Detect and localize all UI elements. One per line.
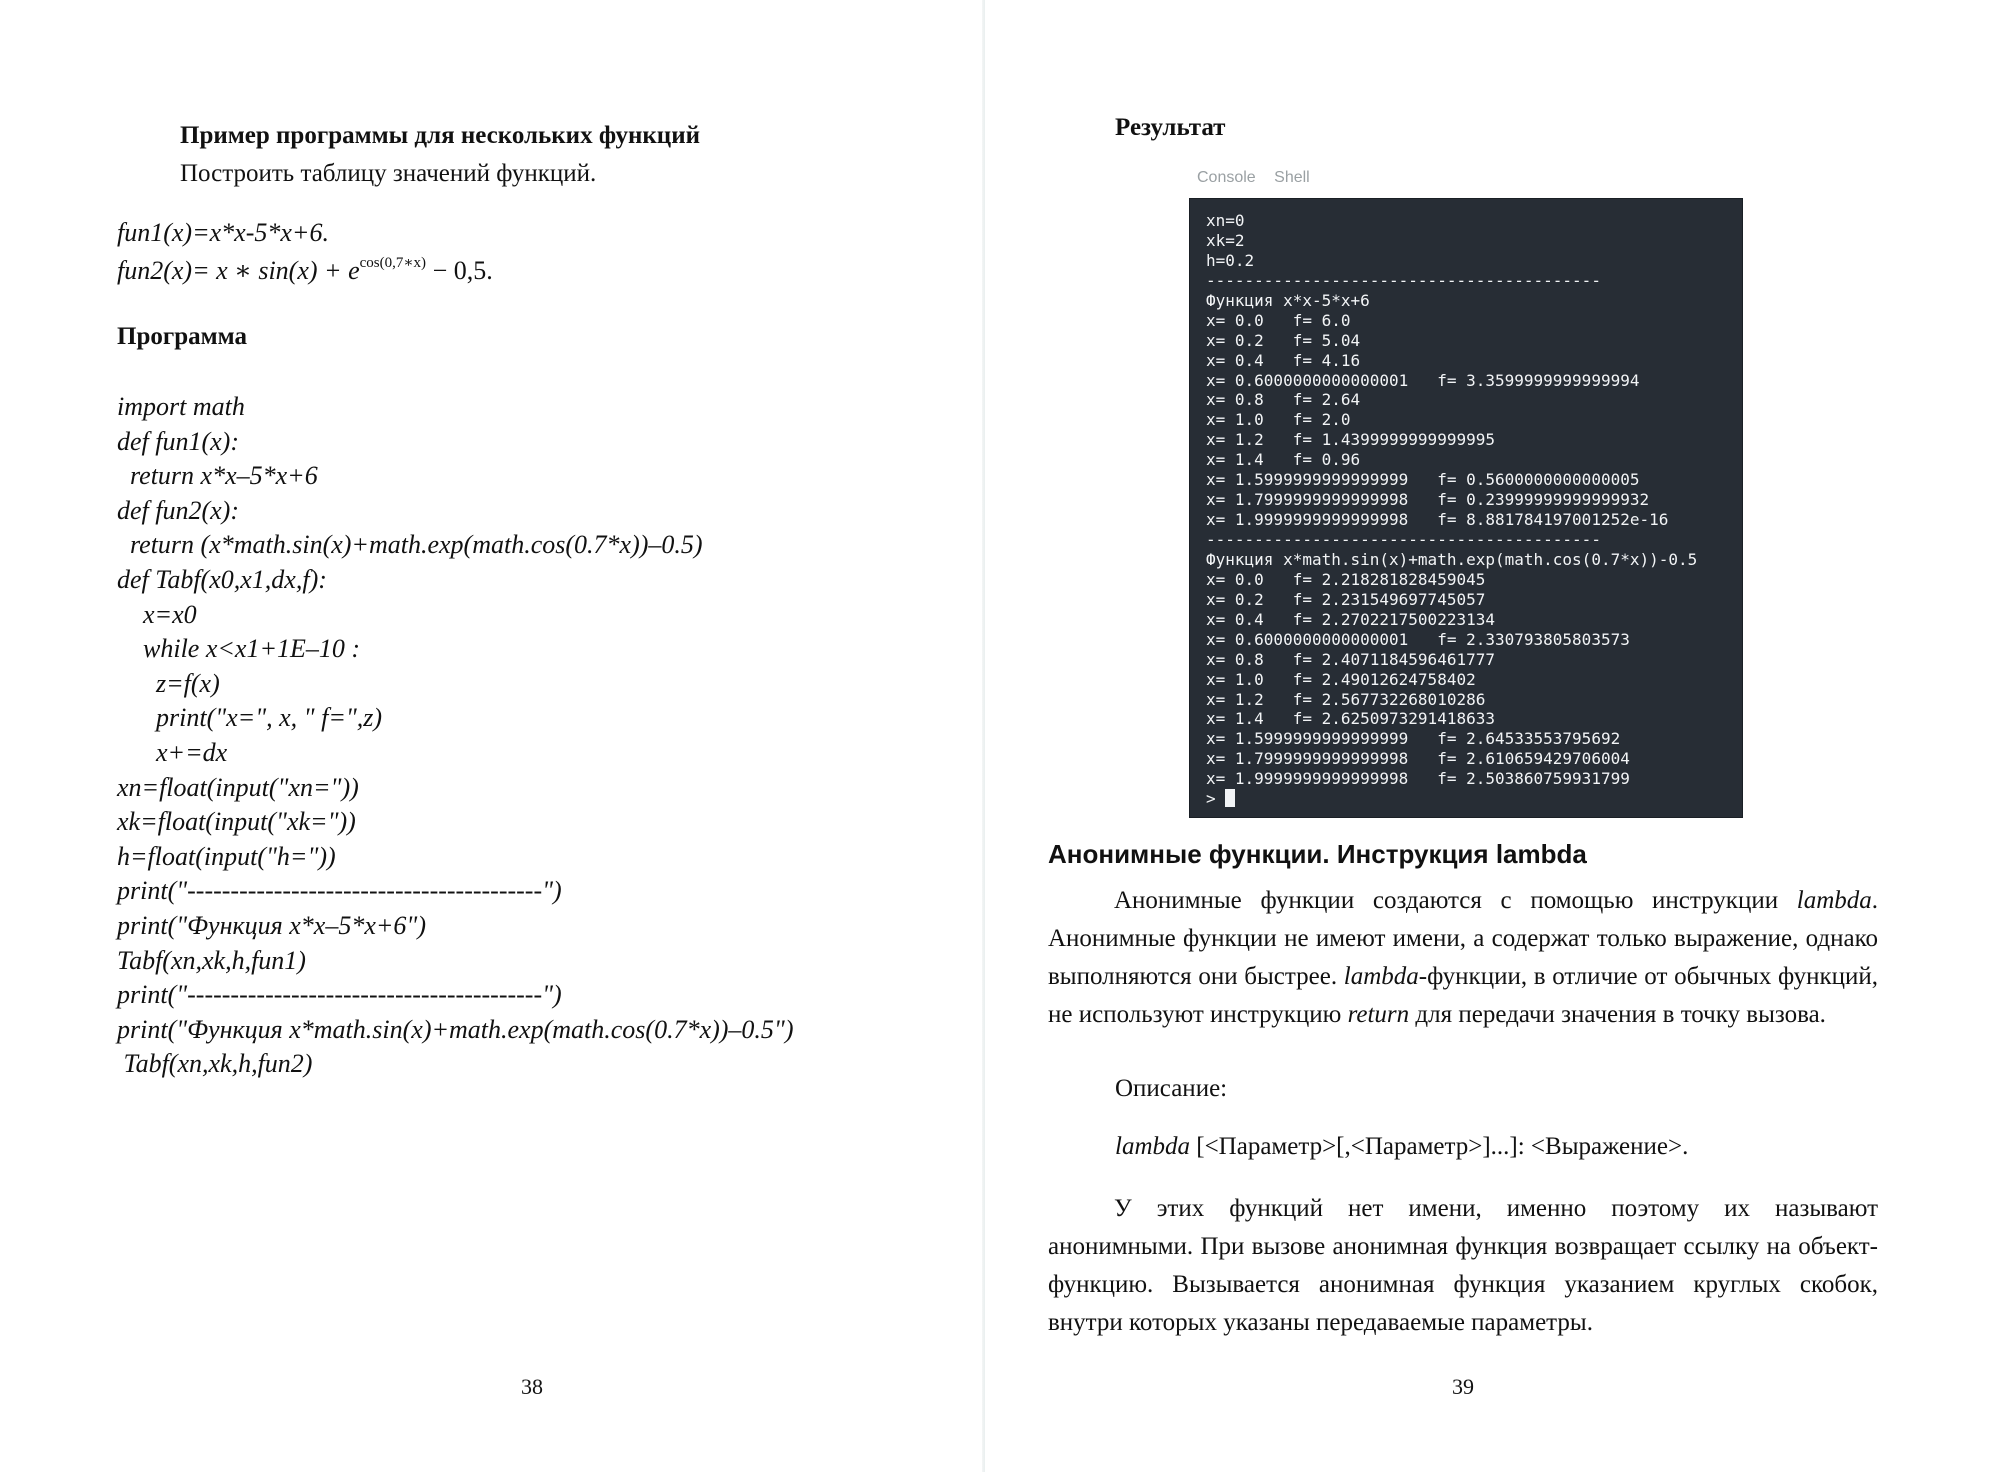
console-line: x= 1.5999999999999999 f= 0.5600000000000005 (1206, 470, 1640, 490)
code-line: def fun2(x): (117, 495, 240, 525)
code-line: def Tabf(x0,x1,dx,f): (117, 564, 327, 594)
code-line: return x*x–5*x+6 (117, 461, 318, 491)
lambda-syntax (1115, 1133, 1688, 1161)
code-line: def fun1(x): (117, 426, 240, 456)
para1-text-3: -функции, в отличие от обычных функций, не используют инструкцию (1048, 963, 1878, 1028)
code-line: print("Функция x*x–5*x+6") (117, 910, 426, 940)
console-tabs (1197, 169, 1324, 187)
console-line: x= 0.4 f= 2.2702217500223134 (1206, 609, 1495, 629)
console-cursor (1225, 789, 1235, 807)
code-line: Tabf(xn,xk,h,fun2) (117, 1049, 313, 1079)
tab-console[interactable]: Console (1197, 169, 1256, 186)
console-prompt-line[interactable] (1206, 789, 1697, 809)
result-heading: Результат (1115, 114, 1226, 141)
section-heading: Анонимные функции. Инструкция lambda (1048, 839, 1587, 869)
console-line: x= 1.5999999999999999 f= 2.64533553795692 (1206, 729, 1621, 749)
console-line: x= 1.2 f= 2.567732268010286 (1206, 689, 1486, 709)
console-line: x= 0.6000000000000001 f= 2.330793805803573 (1206, 629, 1630, 649)
syntax-keyword: lambda (1115, 1133, 1190, 1160)
console-line: x= 0.8 f= 2.64 (1206, 390, 1361, 410)
console-lines (1206, 211, 1697, 809)
description-label: Описание: (1115, 1075, 1228, 1102)
code-line: print("Функция x*math.sin(x)+math.exp(math.cos(0.7*x))–0.5") (117, 1014, 794, 1044)
console-line: Функция x*x-5*x+6 (1206, 290, 1370, 310)
formula-fun2-base: fun2(x)= x ∗ sin(x) + e (117, 256, 360, 285)
console-line: x= 0.8 f= 2.4071184596461777 (1206, 649, 1495, 669)
console-output (1189, 198, 1743, 818)
para1-text-4: для передачи значения в точку вызова. (1409, 1001, 1826, 1028)
console-line: x= 1.9999999999999998 f= 2.503860759931799 (1206, 769, 1630, 789)
example-heading: Пример программы для нескольких функций (180, 122, 701, 149)
console-line: x= 1.9999999999999998 f= 8.881784197001252e-16 (1206, 510, 1669, 530)
code-line: z=f(x) (117, 668, 220, 698)
page-number-left: 38 (521, 1374, 543, 1399)
anonymous-paragraph (1048, 1190, 1878, 1342)
code-line: h=float(input("h=")) (117, 841, 336, 871)
para1-italic-lambda: lambda (1796, 887, 1872, 914)
code-line: print("-----------------------------------------") (117, 876, 562, 906)
code-line: xn=float(input("xn=")) (117, 772, 359, 802)
console-line: x= 1.4 f= 0.96 (1206, 450, 1361, 470)
para1-italic-return: return (1347, 1001, 1410, 1028)
console-line: x= 1.4 f= 2.6250973291418633 (1206, 709, 1495, 729)
console-line: x= 0.4 f= 4.16 (1206, 350, 1361, 370)
console-line: x= 1.2 f= 1.4399999999999995 (1206, 430, 1495, 450)
para1-text-2: . Анонимные функции не имеют имени, а содержат только выражение, однако выполняются они быстрее. (1048, 887, 1878, 990)
program-heading: Программа (117, 323, 247, 350)
console-line: x= 1.0 f= 2.49012624758402 (1206, 669, 1476, 689)
example-subheading: Построить таблицу значений функций. (180, 160, 597, 187)
console-prompt: > (1206, 789, 1216, 809)
console-line: x= 0.2 f= 5.04 (1206, 330, 1361, 350)
tab-shell[interactable]: Shell (1274, 169, 1310, 186)
console-line: xk=2 (1206, 230, 1245, 250)
code-line: Tabf(xn,xk,h,fun1) (117, 945, 306, 975)
formula-fun2 (117, 253, 493, 286)
console-line: h=0.2 (1206, 250, 1255, 270)
console-line: ----------------------------------------- (1206, 270, 1601, 290)
code-line: print("x=", x, " f=",z) (117, 703, 383, 733)
console-line: xn=0 (1206, 211, 1245, 230)
code-line: xk=float(input("xk=")) (117, 807, 356, 837)
left-page (0, 0, 985, 1472)
lambda-paragraph (1048, 882, 1878, 1034)
code-line: return (x*math.sin(x)+math.exp(math.cos(0.7*x))–0.5) (117, 530, 703, 560)
code-line: print("-----------------------------------------") (117, 980, 562, 1010)
para1-italic-lambda-2: lambda (1343, 963, 1419, 990)
console-line: x= 0.6000000000000001 f= 3.3599999999999994 (1206, 370, 1640, 390)
console-line: x= 0.0 f= 6.0 (1206, 310, 1351, 330)
formula-fun1: fun1(x)=x*x-5*x+6. (117, 218, 329, 247)
console-line: Функция x*math.sin(x)+math.exp(math.cos(0.7*x))-0.5 (1206, 549, 1698, 569)
formula-fun2-exponent: cos(0,7∗x) (359, 255, 427, 271)
para1-text-1: Анонимные функции создаются с помощью инструкции (1114, 887, 1797, 914)
code-line: import math (117, 392, 245, 421)
console-line: x= 0.0 f= 2.218281828459045 (1206, 569, 1486, 589)
para2-text: У этих функций нет имени, именно поэтому их называют анонимными. При вызове анонимная функция возвращает ссылку на объект-функцию. Вызывается анонимная функция указанием круглых скобок, внутри которых указаны передаваемые параметры. (1048, 1195, 1878, 1336)
console-line: x= 0.2 f= 2.231549697745057 (1206, 589, 1486, 609)
console-line: x= 1.0 f= 2.0 (1206, 410, 1351, 430)
page-number-right: 39 (1452, 1374, 1474, 1399)
syntax-rest: [<Параметр>[,<Параметр>]...]: <Выражение>. (1190, 1133, 1689, 1160)
console-line: ----------------------------------------- (1206, 530, 1601, 549)
code-line: x=x0 (117, 599, 197, 629)
console-line: x= 1.7999999999999998 f= 2.610659429706004 (1206, 749, 1630, 769)
code-listing (117, 390, 794, 1082)
code-line: x+=dx (117, 737, 228, 767)
console-line: x= 1.7999999999999998 f= 0.23999999999999932 (1206, 490, 1650, 510)
code-line: while x<x1+1E–10 : (117, 634, 361, 664)
formula-fun2-tail: − 0,5. (426, 256, 493, 285)
